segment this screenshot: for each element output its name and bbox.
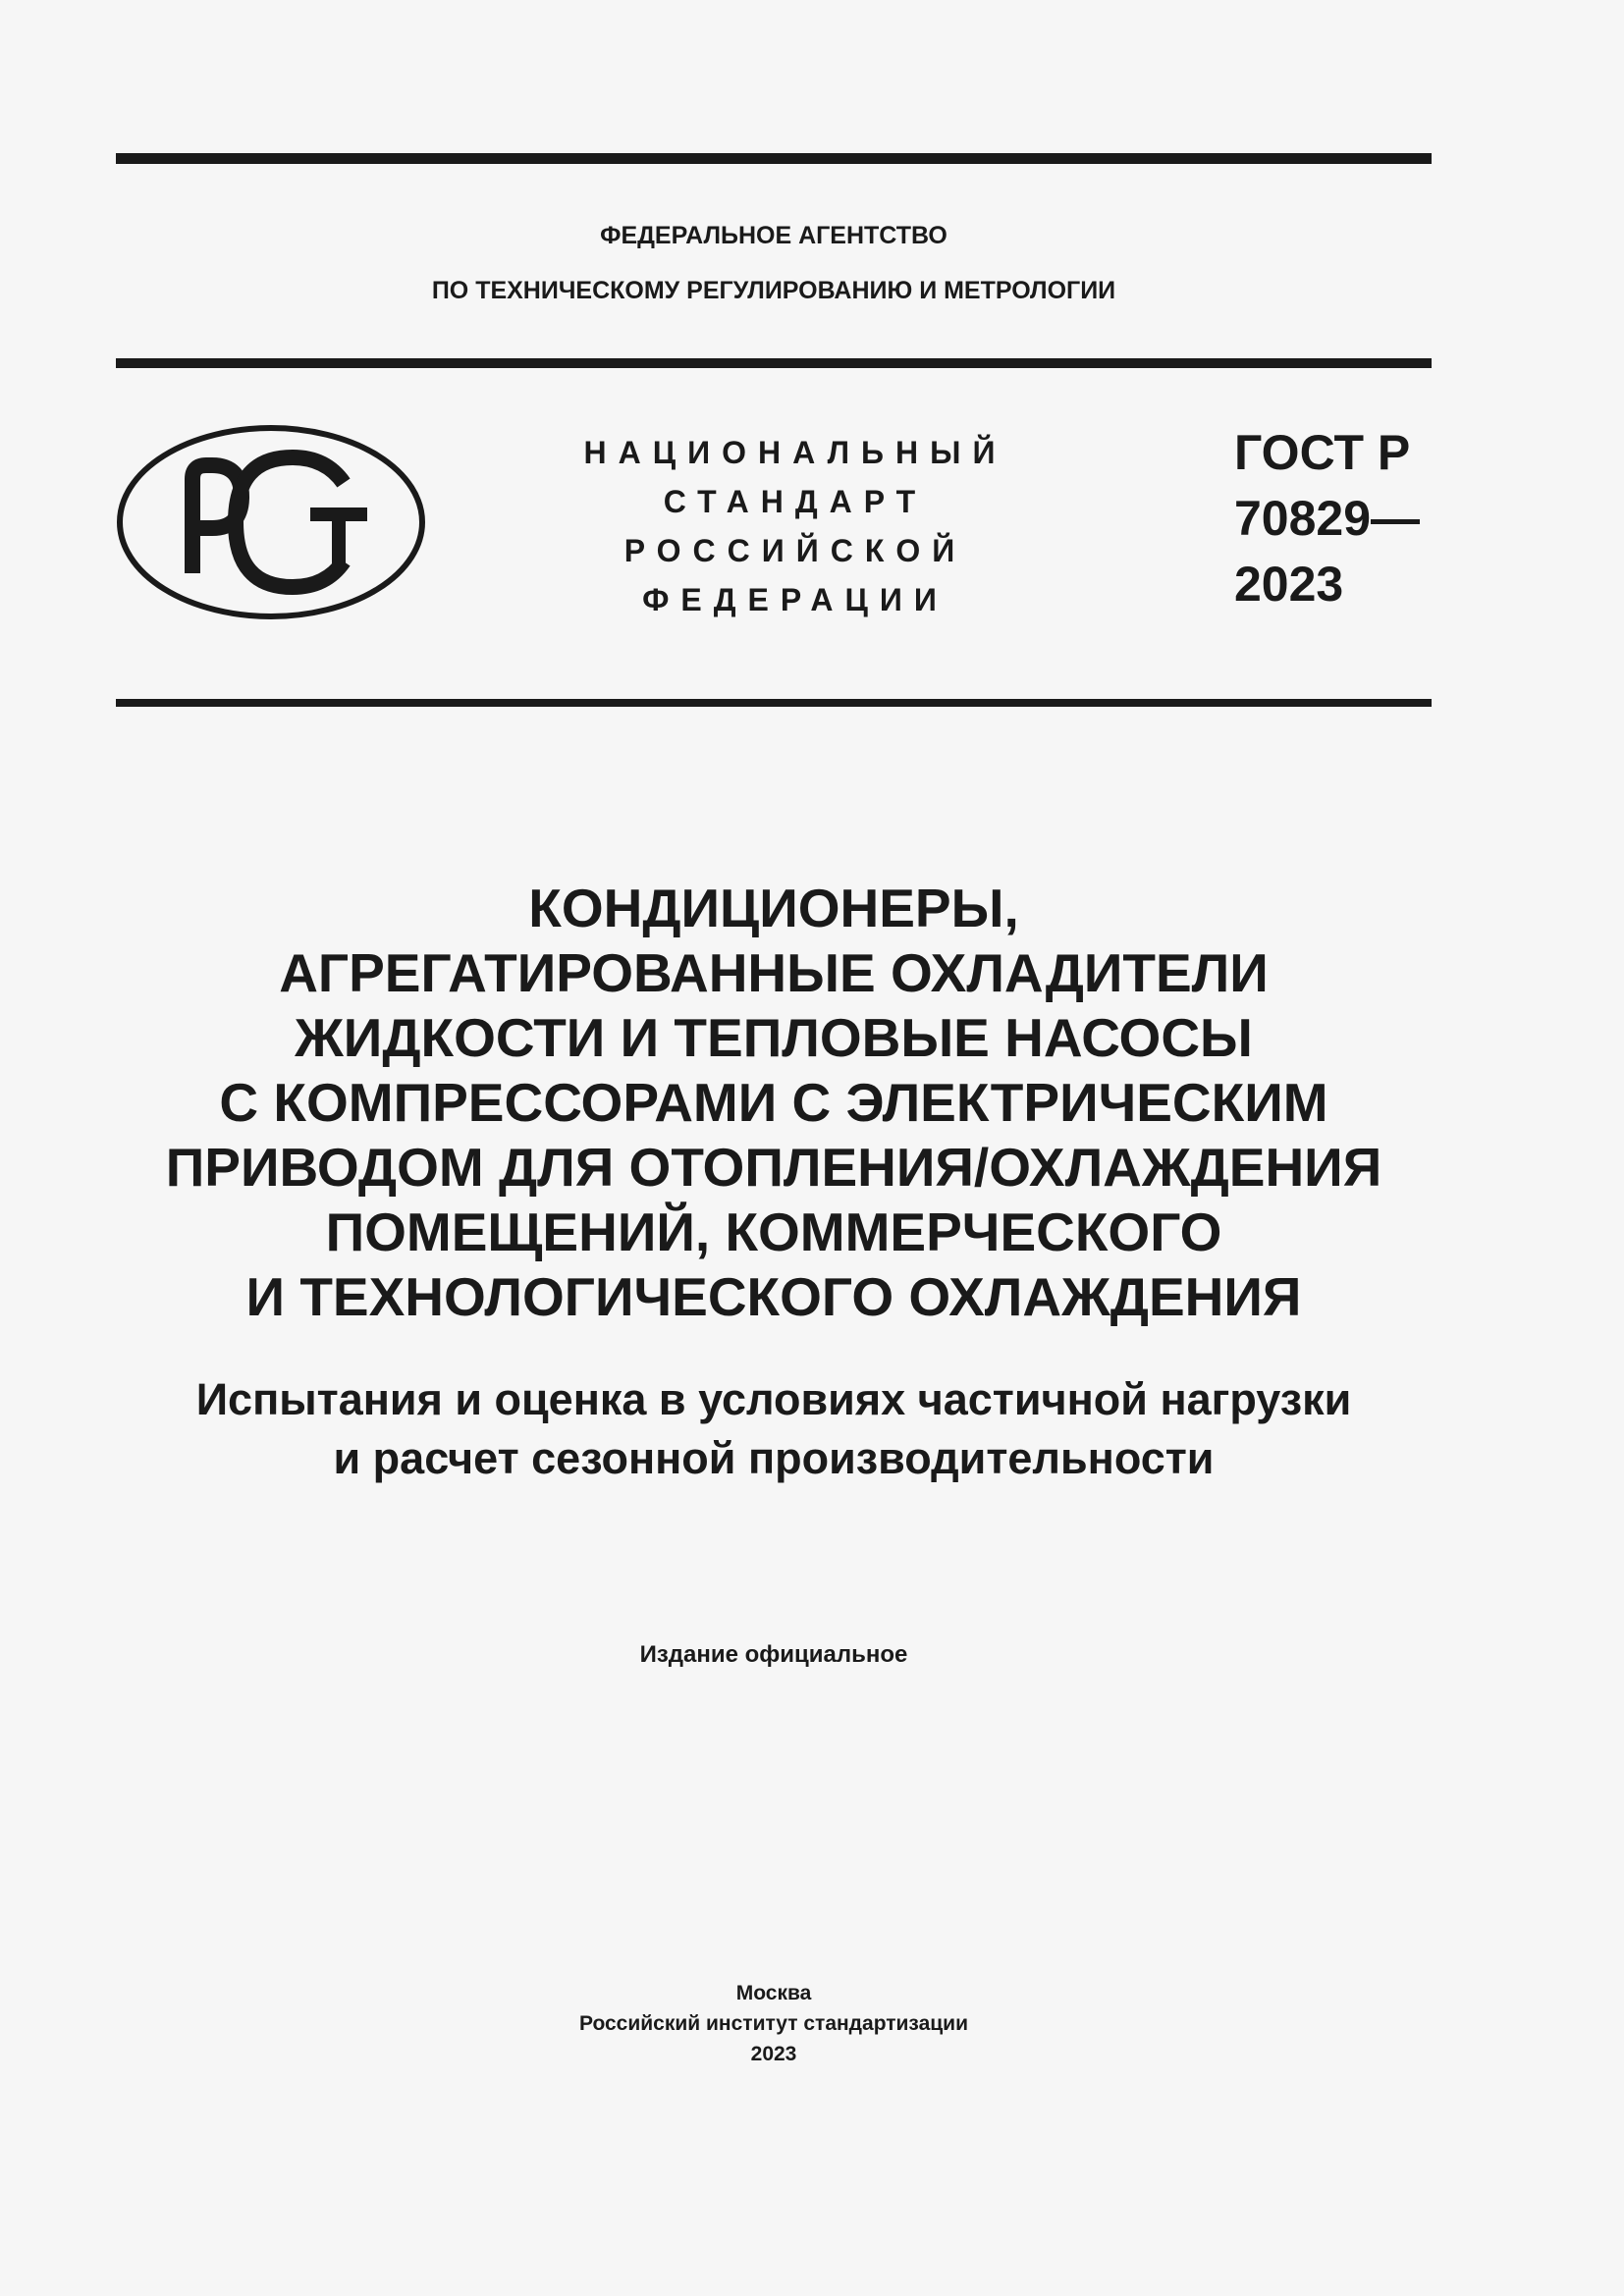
designation-line: ГОСТ Р bbox=[1234, 425, 1411, 480]
title-line: ПОМЕЩЕНИЙ, КОММЕРЧЕСКОГО bbox=[325, 1201, 1222, 1262]
document-title bbox=[116, 876, 1432, 1329]
title-line: КОНДИЦИОНЕРЫ, bbox=[528, 878, 1019, 938]
imprint-year: 2023 bbox=[750, 2043, 797, 2065]
national-standard-line: НАЦИОНАЛЬНЫЙ bbox=[583, 435, 1007, 470]
imprint-city: Москва bbox=[735, 1982, 812, 2004]
subtitle-line: и расчет сезонной производительности bbox=[333, 1433, 1215, 1483]
national-standard-line: РОССИЙСКОЙ bbox=[623, 533, 967, 568]
title-line: ПРИВОДОМ ДЛЯ ОТОПЛЕНИЯ/ОХЛАЖДЕНИЯ bbox=[165, 1137, 1382, 1198]
standard-designation bbox=[1234, 420, 1420, 617]
title-line: АГРЕГАТИРОВАННЫЕ ОХЛАДИТЕЛИ bbox=[279, 942, 1269, 1003]
imprint bbox=[116, 1978, 1432, 2069]
title-line: С КОМПРЕССОРАМИ С ЭЛЕКТРИЧЕСКИМ bbox=[219, 1072, 1328, 1133]
title-rule bbox=[116, 699, 1432, 707]
national-standard-label bbox=[550, 428, 1041, 624]
agency-name-line1: ФЕДЕРАЛЬНОЕ АГЕНТСТВО bbox=[600, 222, 947, 249]
imprint-publisher: Российский институт стандартизации bbox=[578, 2012, 969, 2035]
agency-name-line2: ПО ТЕХНИЧЕСКОМУ РЕГУЛИРОВАНИЮ И МЕТРОЛОГИИ bbox=[431, 277, 1116, 304]
top-rule bbox=[116, 153, 1432, 164]
subtitle-line: Испытания и оценка в условиях частичной нагрузки bbox=[195, 1374, 1352, 1424]
rst-gost-emblem-icon bbox=[116, 424, 426, 620]
national-standard-line: ФЕДЕРАЦИИ bbox=[642, 582, 948, 617]
edition-note: Издание официальное bbox=[639, 1641, 908, 1668]
title-line: И ТЕХНОЛОГИЧЕСКОГО ОХЛАЖДЕНИЯ bbox=[245, 1266, 1302, 1327]
title-line: ЖИДКОСТИ И ТЕПЛОВЫЕ НАСОСЫ bbox=[295, 1007, 1253, 1068]
header-rule bbox=[116, 358, 1432, 368]
designation-line: 70829— bbox=[1234, 491, 1421, 546]
national-standard-line: СТАНДАРТ bbox=[663, 484, 928, 519]
document-subtitle bbox=[116, 1370, 1432, 1488]
designation-line: 2023 bbox=[1234, 557, 1344, 612]
